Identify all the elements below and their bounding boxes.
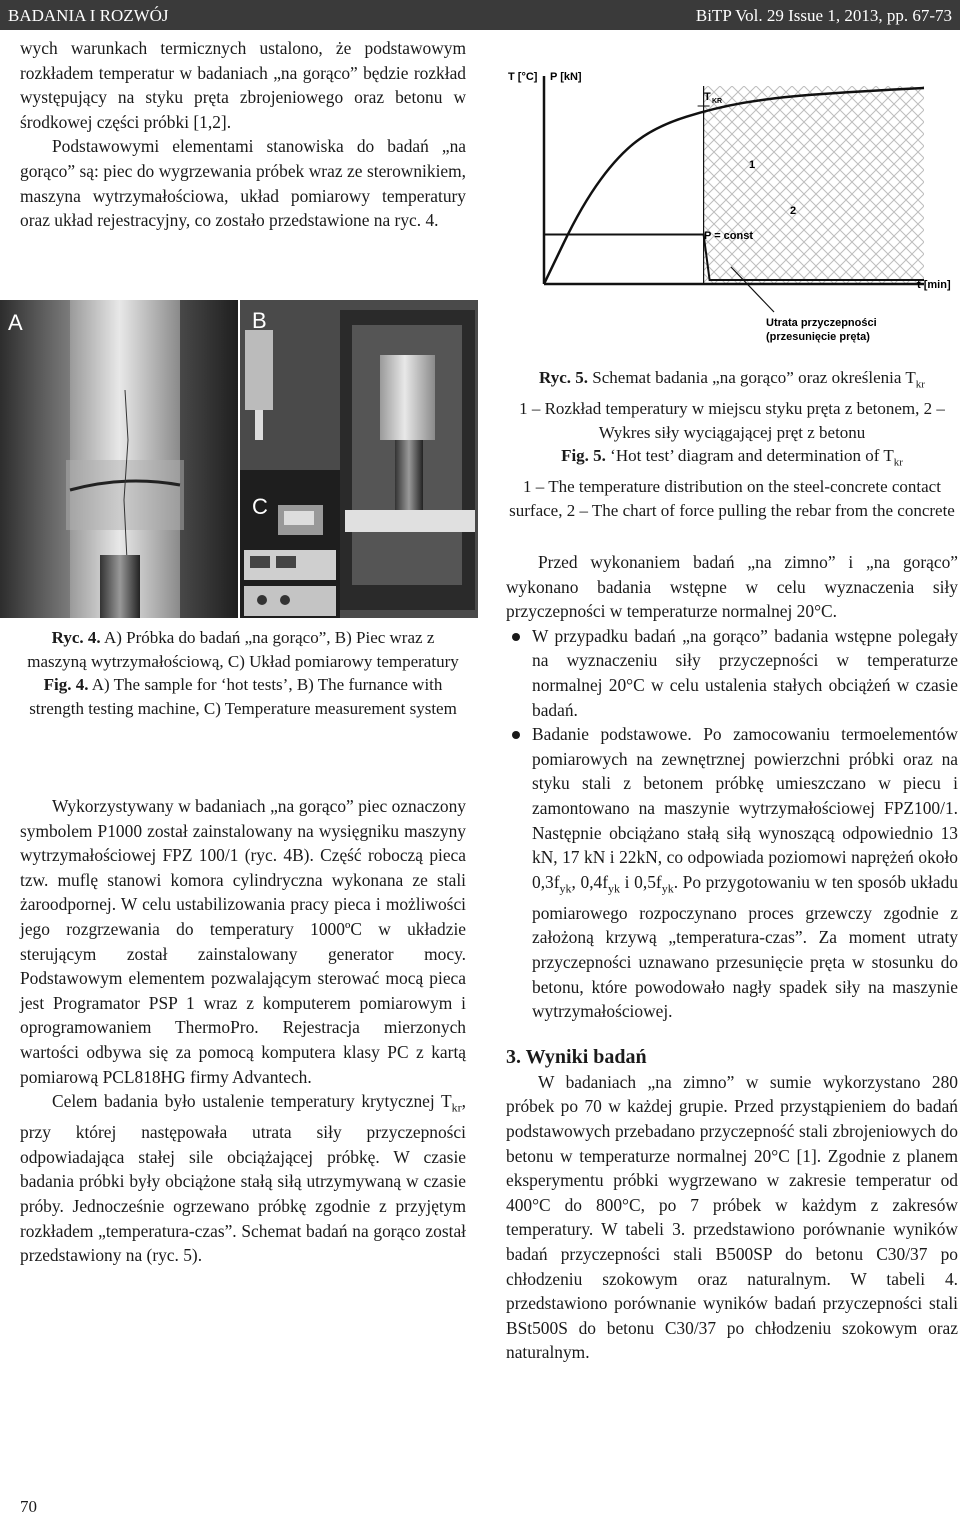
caption-label: Fig. 4.: [43, 675, 89, 695]
paragraph: wych warunkach termicznych ustalono, że podstawowym rozkładem temperatur w badaniach „na gorąco” będzie rozkład występujący na styku pręta zbrojeniowego oraz betonu w środkowej części próbki [1,2].: [20, 38, 466, 132]
list-item: Badanie podstawowe. Po zamocowaniu termoelementów pomiarowych na zewnętrznej powierzchni próbki oraz na styku stali z betonem próbkę umieszczano w piecu i zamontowano na maszynie wytrzymałościowej FPZ100/1. Następnie obciążano stałą siłą wynoszącą odpowiednio 13 kN, 17 kN i 22kN, co odpowiada poziomowi naprężeń około $0,3f_{yk}$, $0,4f_{yk}$ i $0,5f_{yk}$. Po przygotowaniu w ten sposób układu pomiarowego rozpoczynano proces grzewczy zgodnie z założoną krzywą „temperatura-czas”. Za moment utraty przyczepności uznawano przesunięcie pręta w stosunku do betonu, które powodowało nagły spadek siły na maszynie wytrzymałościowej.: [506, 722, 958, 1024]
paragraph: Celem badania było ustalenie temperatury krytycznej $T_{kr}$, przy której następowała utrata siły przyczepności odpowiadająca stałej sile obciążającej próbkę. W czasie badania próbki były obciążone stałą siłą utrzymywaną w czasie próby. Jednocześnie ogrzewano próbkę zgodnie z przyjętym rozkładem „temperatura-czas”. Schemat badań na gorąco został przedstawiony na (ryc. 5).: [20, 1091, 466, 1266]
left-intro-text: [20, 36, 466, 233]
series-1-label: 1: [749, 159, 756, 171]
paragraph: Wykorzystywany w badaniach „na gorąco” piec oznaczony symbolem P1000 został zainstalowany na wysięgniku maszyny wytrzymałościowej FPZ 100/1 (ryc. 4B). Część roboczą pieca tzw. muflę stanowi komora cylindryczna wykonana ze stali żaroodpornej. W celu ustabilizowania pracy pieca i możliwości jego rozgrzewania do temperatury 1000ºC w układzie sterującym został zainstalowany generator mocy. Podstawowym elementem pozwalającym sterować mocą pieca jest Programator PSP 1 wraz z komputerem pomiarowym i oprogramowaniem ThermoPro. Rejestracja mierzonych wartości odbywa się za pomocą komputera klasy PC z kartą pomiarową PCL818HG firmy Advantech.: [20, 796, 466, 1087]
furnace-body: [380, 355, 435, 440]
caption-label: Ryc. 5.: [539, 368, 589, 387]
section-label: BADANIA I ROZWÓJ: [8, 6, 169, 25]
rebar-slip-label: (przesunięcie pręta): [766, 331, 870, 343]
right-body-text: [506, 550, 958, 1365]
paragraph: Przed wykonaniem badań „na zimno” i „na gorąco” wykonano badania wstępne w celu wyznaczenia siły przyczepności w temperaturze normalnej 20°C.: [506, 552, 958, 622]
caption-text: A) Próbka do badań „na gorąco”, B) Piec wraz z maszyną wytrzymałościową, C) Układ pomiarowy temperatury: [27, 628, 459, 671]
panel-label-b: B: [252, 308, 267, 333]
y-axis-label-force: P [kN]: [550, 71, 582, 83]
paragraph: Podstawowymi elementami stanowiska do badań „na gorąco” są: piec do wygrzewania próbek wraz ze sterownikiem, maszyna wytrzymałościowa, układ pomiarowy temperatury oraz układ rejestracyjny, co zostało przedstawione na ryc. 4.: [20, 136, 466, 231]
bullet-list: [506, 624, 958, 1024]
section-heading: 3. Wyniki badań: [506, 1045, 647, 1068]
tkr-label: T: [704, 91, 711, 103]
caption-text: Schemat badania „na gorąco” oraz określenia T: [592, 368, 916, 387]
page-number: 70: [20, 1497, 37, 1516]
left-body-text: [20, 794, 466, 1268]
caption-text: A) The sample for ‘hot tests’, B) The furnance with strength testing machine, C) Temperature measurement system: [29, 675, 457, 718]
caption-label: Fig. 5.: [561, 446, 606, 466]
paragraph: W badaniach „na zimno” w sumie wykorzystano 280 próbek po 70 w każdej grupie. Przed przystąpieniem do badań podstawowych przebadano przyczepność stali zbrojeniowych do betonu w temperaturze normalnej 20°C [1]. Zgodnie z planem eksperymentu próbki wygrzewano w zakresie temperatur od 400°C do 800°C, po 7 próbek w każdym z zakresów temperatury. W tabeli 3. przedstawiono porównanie wyników badań przyczepności stali B500SP do betonu C30/37 po chłodzeniu szokowym oraz naturalnym. W tabeli 4. przedstawiono porównanie wyników badań przyczepności stali BSt500S do betonu C30/37 po chłodzeniu szokowym oraz naturalnym.: [506, 1071, 958, 1363]
caption-text: 1 – Rozkład temperatury w miejscu styku pręta z betonem, 2 – Wykres siły wyciągającej pręt z betonu: [519, 398, 945, 442]
series-2-label: 2: [790, 205, 797, 217]
loss-of-bond-region: [704, 86, 924, 284]
list-item: W przypadku badań „na gorąco” badania wstępne polegały na wyznaczeniu siły przyczepności w temperaturze normalnej 20°C w celu ustalenia stałych obciążeń w czasie badań.: [506, 624, 958, 722]
figure-4-photos: [0, 300, 478, 618]
caption-text: 1 – The temperature distribution on the steel-concrete contact surface, 2 – The chart of force pulling the rebar from the concrete: [509, 477, 955, 520]
figure-5-chart: [504, 62, 959, 364]
y-axis-label-temperature: T [°C]: [508, 71, 538, 83]
panel-label-c: C: [252, 494, 268, 519]
loss-of-bond-label: Utrata przyczepności: [766, 317, 877, 329]
p-const-label: P = const: [704, 230, 754, 242]
figure-5-caption: Ryc. 5. Schemat badania „na gorąco” oraz określenia $T_{kr}$ 1 – Rozkład temperatury w miejscu styku pręta z betonem, 2 – Wykres siły wyciągającej pręt z betonu Fig. 5. ‘Hot test’ diagram and determination of $T_{kr}$ 1 – The temperature distribution on the steel-concrete contact surface, 2 – The chart of force pulling the rebar from the concrete: [506, 366, 958, 522]
tkr-subscript: KR: [712, 98, 723, 105]
temperature-force-chart: [504, 62, 959, 364]
running-header: [0, 0, 960, 30]
photo-illustration: [0, 300, 478, 618]
panel-label-a: A: [8, 310, 23, 335]
caption-label: Ryc. 4.: [51, 628, 101, 647]
caption-text: ‘Hot test’ diagram and determination of T: [610, 446, 894, 466]
x-axis-label: t [min]: [917, 279, 951, 291]
journal-citation: BiTP Vol. 29 Issue 1, 2013, pp. 67-73: [695, 6, 952, 25]
figure-4-caption: [20, 626, 466, 720]
